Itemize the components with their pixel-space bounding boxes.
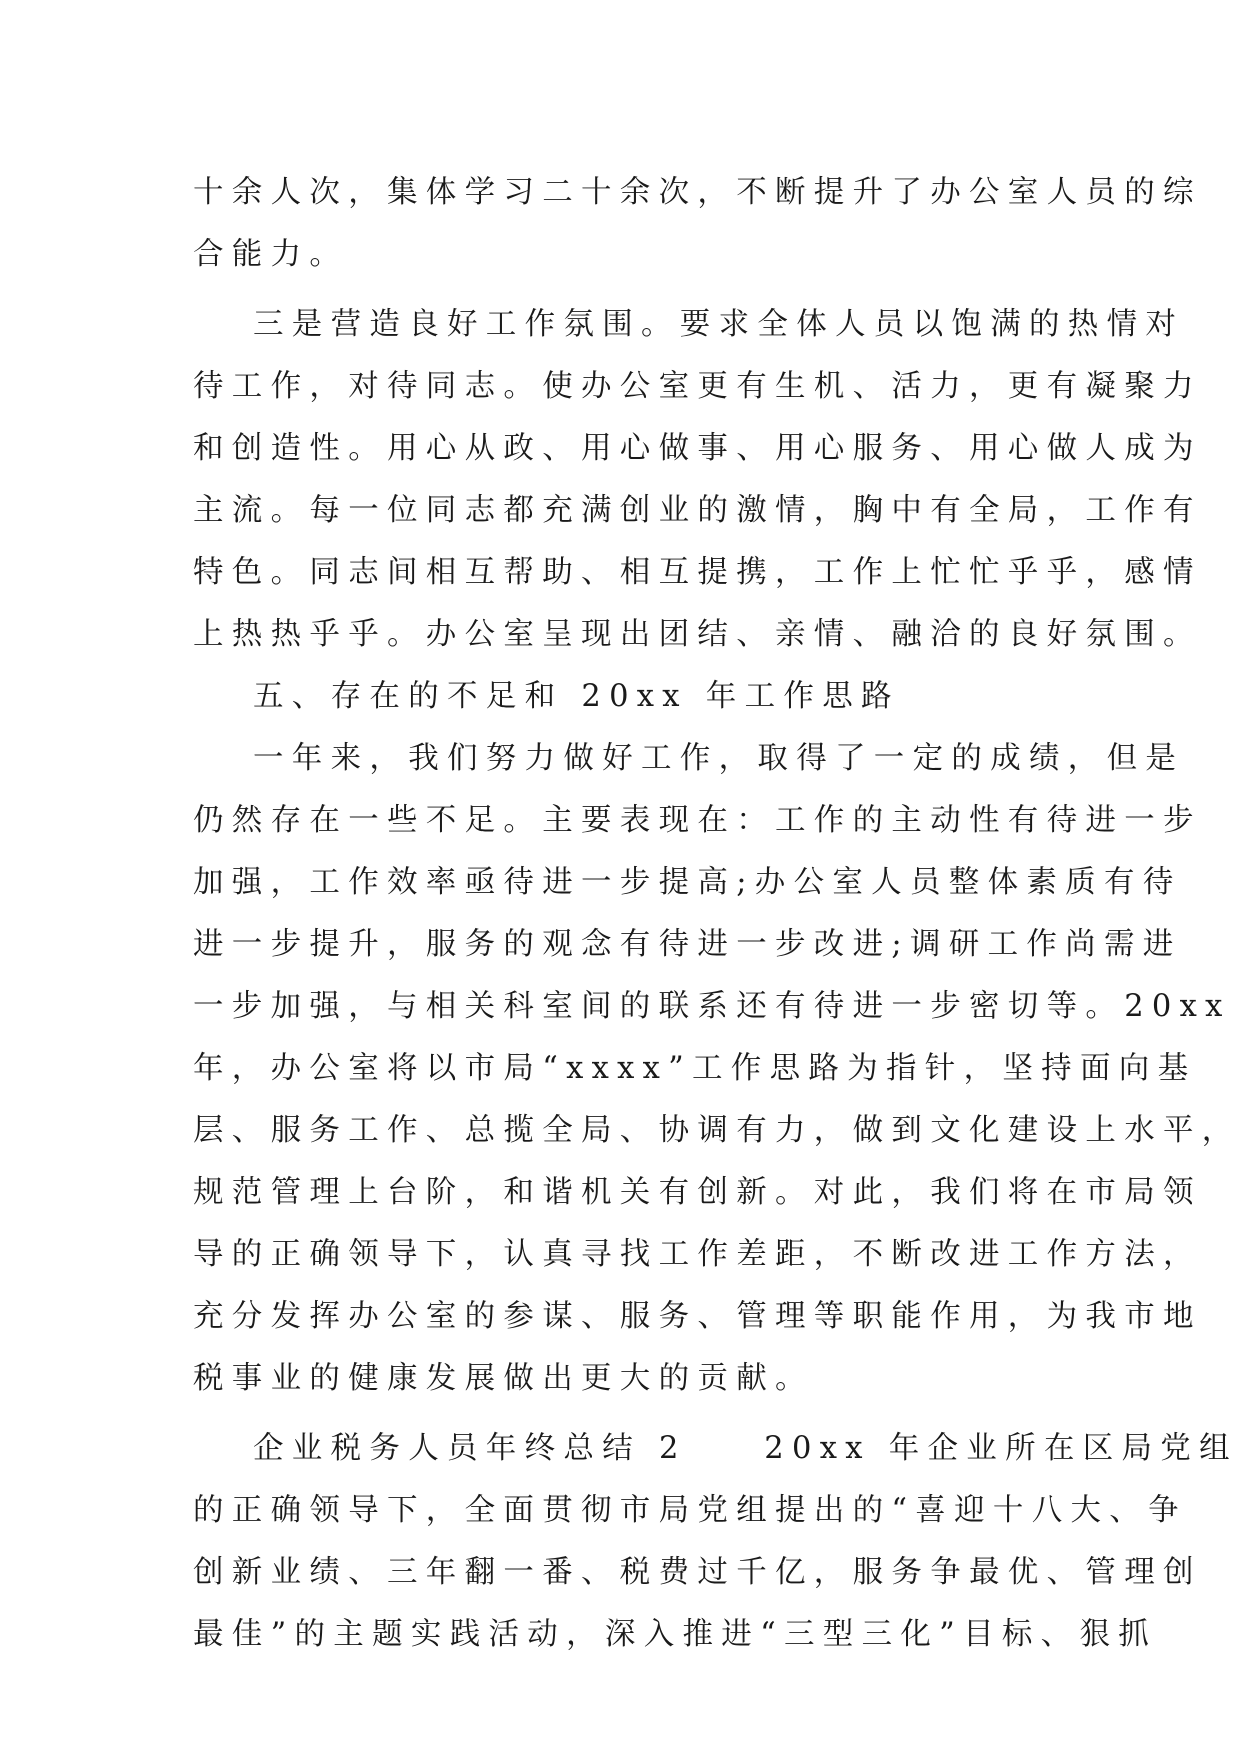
text-line: 十余人次，集体学习二十余次，不断提升了办公室人员的综 <box>193 175 1202 210</box>
paragraph-start-line: 企业税务人员年终总结 2 20xx 年企业所在区局党组 <box>253 1431 1238 1466</box>
text-line: 和创造性。用心从政、用心做事、用心服务、用心做人成为 <box>193 431 1202 466</box>
text-line: 一步加强，与相关科室间的联系还有待进一步密切等。20xx <box>193 989 1231 1024</box>
text-line: 税事业的健康发展做出更大的贡献。 <box>193 1361 814 1396</box>
text-line: 层、服务工作、总揽全局、协调有力，做到文化建设上水平， <box>193 1113 1241 1148</box>
text-line: 导的正确领导下，认真寻找工作差距，不断改进工作方法， <box>193 1237 1202 1272</box>
text-line: 上热热乎乎。办公室呈现出团结、亲情、融洽的良好氛围。 <box>193 617 1202 652</box>
text-line: 仍然存在一些不足。主要表现在：工作的主动性有待进一步 <box>193 803 1202 838</box>
document-body <box>193 162 1241 1666</box>
text-line: 特色。同志间相互帮助、相互提携，工作上忙忙乎乎，感情 <box>193 555 1202 590</box>
text-line: 合能力。 <box>193 237 349 272</box>
text-line: 主流。每一位同志都充满创业的激情，胸中有全局，工作有 <box>193 493 1202 528</box>
text-line: 进一步提升，服务的观念有待进一步改进;调研工作尚需进 <box>193 927 1182 962</box>
text-line: 规范管理上台阶，和谐机关有创新。对此，我们将在市局领 <box>193 1175 1202 1210</box>
text-line: 年，办公室将以市局“xxxx”工作思路为指针，坚持面向基 <box>193 1051 1197 1086</box>
text-line: 最佳”的主题实践活动，深入推进“三型三化”目标、狠抓 <box>193 1617 1158 1652</box>
paragraph-start-line: 一年来，我们努力做好工作，取得了一定的成绩，但是 <box>253 741 1185 776</box>
text-line: 加强，工作效率亟待进一步提高;办公室人员整体素质有待 <box>193 865 1182 900</box>
section-heading: 五、存在的不足和 20xx 年工作思路 <box>253 679 900 714</box>
paragraph-start-line: 三是营造良好工作氛围。要求全体人员以饱满的热情对 <box>253 307 1185 342</box>
text-line: 充分发挥办公室的参谋、服务、管理等职能作用，为我市地 <box>193 1299 1202 1334</box>
text-line: 创新业绩、三年翻一番、税费过千亿，服务争最优、管理创 <box>193 1555 1202 1590</box>
text-line: 待工作，对待同志。使办公室更有生机、活力，更有凝聚力 <box>193 369 1202 404</box>
text-line: 的正确领导下，全面贯彻市局党组提出的“喜迎十八大、争 <box>193 1493 1187 1528</box>
